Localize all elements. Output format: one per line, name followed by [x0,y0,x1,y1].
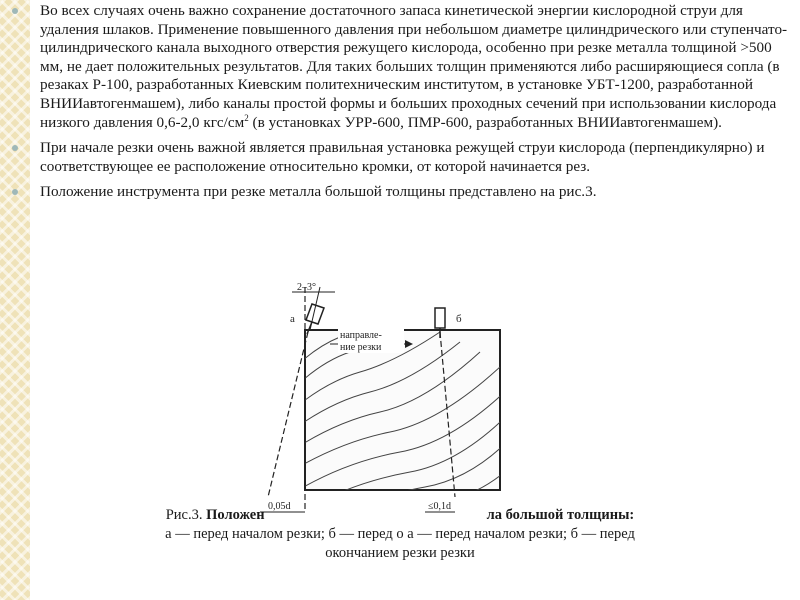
caption-prefix: Рис.3. [165,507,207,523]
caption-bold-end: ла большой толщины: [486,507,635,523]
caption-occlusion [265,505,487,519]
dim-left-label: 0,05d [268,501,291,512]
caption-line-2: а — перед началом резки; б — перед о а — перед началом резки; б — перед [165,526,635,542]
caption-line-3: окончанием резки резки [325,545,475,561]
label-a: а [290,313,295,325]
bullet-paragraph-3 [38,183,790,202]
paragraph-3-text: Положение инструмента при резке металла большой толщины представлено на рис.3. [40,183,597,201]
label-b: б [456,313,462,325]
decorative-side-band [0,0,30,600]
dim-right-label: ≤0,1d [428,501,451,512]
slide-body [38,2,790,209]
paragraph-2-text: При начале резки очень важной является правильная установка режущей струи кислорода (перпендикулярно) и соответствующее ее расположение относительно кромки, от которой начинается рез. [40,139,765,175]
paragraph-1-superscript: 2 [244,112,249,123]
paragraph-1-text: Во всех случаях очень важно сохранение достаточного запаса кинетической энергии кислородной струи для удаления шлаков. Применение повышенного давления при небольшом диаметре цилиндрического или ступенчато-цилиндрического канала выходного отверстия режущего кислорода, особенно при резке металла толщиной >500 мм, не дает положительных результатов. Для таких больших толщин применяются либо расширяющиеся сопла (в резаках Р-100, разработанных Киевским политехническим институтом, в установке УБТ-1200, разработанной ВНИИавтогенмашем), либо каналы простой формы и больших проходных сечений при использовании кислорода низкого давления 0,6-2,0 кгс/см [40,2,788,131]
cutting-tool-position-diagram [230,282,530,522]
direction-label-2: ние резки [340,342,382,353]
direction-label-1: направле- [340,330,382,341]
angle-label: 2–3° [297,282,316,293]
bullet-paragraph-1 [38,2,790,132]
jet-line-a [268,332,308,497]
paragraph-1-tail: (в установках УРР-600, ПМР-600, разработанных ВНИИавтогенмашем). [248,113,722,131]
bullet-dot [12,8,18,14]
caption-bold-start: Положен [206,507,265,523]
caption-line-1 [100,505,700,525]
figure-caption [100,505,700,563]
bullet-paragraph-2 [38,139,790,176]
